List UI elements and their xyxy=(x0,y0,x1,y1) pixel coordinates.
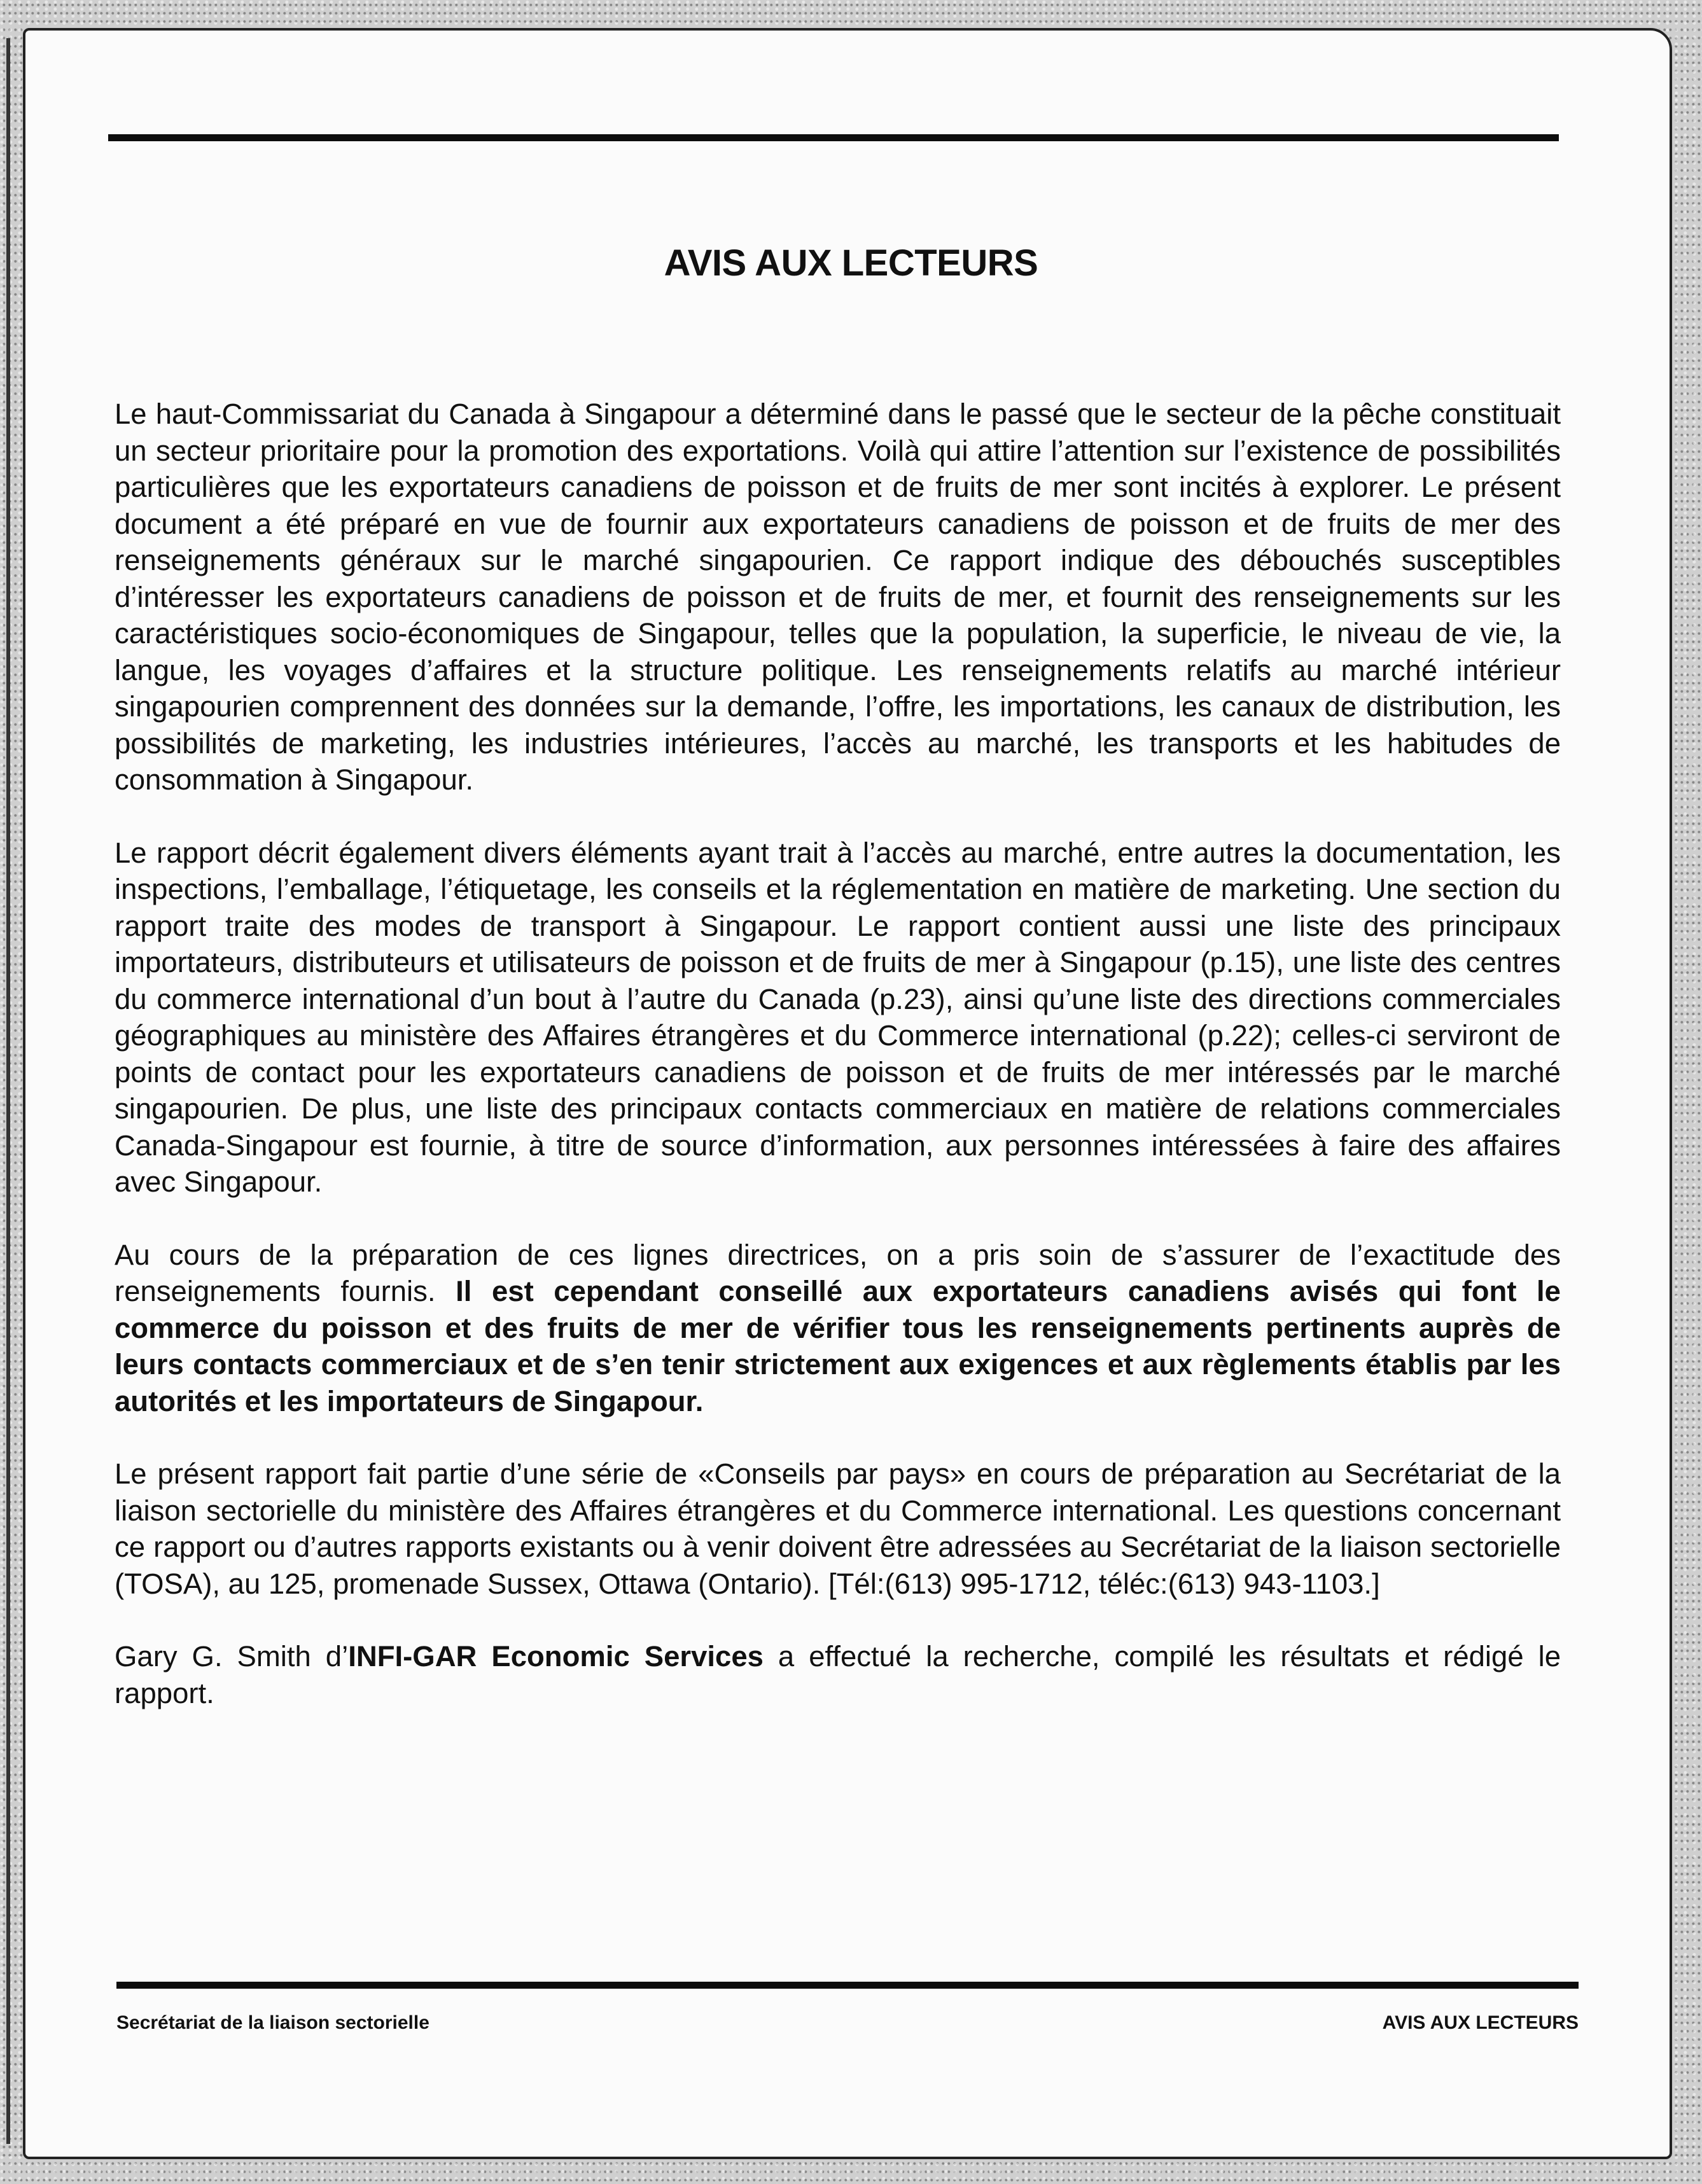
paragraph-series: Le présent rapport fait partie d’une série de «Conseils par pays» en cours de préparation au Secrétariat de la liaison sectorielle du ministère des Affaires étrangères et du Commerce international. Les questions concernant ce rapport ou d’autres rapports existants ou à venir doivent être adressées au Secrétariat de la liaison sectorielle (TOSA), au 125, promenade Sussex, Ottawa (Ontario). [Tél:(613) 995-1712, téléc:(613) 943-1103.] xyxy=(115,1457,1561,1600)
disclaimer-bold-text: Il est cependant conseillé aux exportateurs canadiens avisés qui font le commerce du poisson et des fruits de mer de vérifier tous les renseignements pertinents auprès de leurs contacts commerciaux et de s’en tenir strictement aux exigences et aux règlements établis par les autorités et les importateurs de Singapour. xyxy=(115,1275,1561,1417)
paragraph-contents: Le rapport décrit également divers éléments ayant trait à l’accès au marché, entre autres la documentation, les inspections, l’emballage, l’étiquetage, les conseils et la réglementation en matière de marketing. Une section du rapport traite des modes de transport à Singapour. Le rapport contient aussi une liste des principaux importateurs, distributeurs et utilisateurs de poisson et de fruits de mer à Singapour (p.15), une liste des centres du commerce international d’un bout à l’autre du Canada (p.23), ainsi qu’une liste des directions commerciales géographiques au ministère des Affaires étrangères et du Commerce international (p.22); celles-ci serviront de points de contact pour les exportateurs canadiens de poisson et de fruits de mer intéressés par le marché singapourien. De plus, une liste des principaux contacts commerciaux en matière de relations commerciales Canada-Singapour est fournie, à titre de source d’information, aux personnes intéressées à faire des affaires avec Singapour. xyxy=(115,836,1561,1198)
page-binding-edge xyxy=(6,38,10,2144)
credits-author: Gary G. Smith d’ xyxy=(115,1640,349,1673)
disclaimer-text: Au cours de la préparation de ces lignes directrices, on a pris soin de s’assurer de l’exactitude des renseignements fournis. xyxy=(115,1238,1561,1307)
header-rule xyxy=(108,134,1559,141)
credits-rest: a effectué la recherche, compilé les résultats et rédigé le rapport. xyxy=(115,1640,1561,1709)
footer-department: Secrétariat de la liaison sectorielle xyxy=(116,2012,429,2033)
page-title: AVIS AUX LECTEURS xyxy=(664,242,1038,284)
paragraph-intro: Le haut-Commissariat du Canada à Singapour a déterminé dans le passé que le secteur de la pêche constituait un secteur prioritaire pour la promotion des exportations. Voilà qui attire l’attention sur l’existence de possibilités particulières que les exportateurs canadiens de poisson et de fruits de mer sont incités à explorer. Le présent document a été préparé en vue de fournir aux exportateurs canadiens de poisson et de fruits de mer des renseignements généraux sur le marché singapourien. Ce rapport indique des débouchés susceptibles d’intéresser les exportateurs canadiens de poisson et de fruits de mer, et fournit des renseignements sur les caractéristiques socio-économiques de Singapour, telles que la population, la superficie, le niveau de vie, la langue, les voyages d’affaires et la structure politique. Les renseignements relatifs au marché intérieur singapourien comprennent des données sur la demande, l’offre, les importations, les canaux de distribution, les possibilités de marketing, les industries intérieures, l’accès au marché, les transports et les habitudes de consommation à Singapour. xyxy=(115,398,1561,796)
credits-company: INFI-GAR Economic Services xyxy=(348,1640,764,1673)
footer-section-title: AVIS AUX LECTEURS xyxy=(1382,2012,1579,2033)
paragraph-credits xyxy=(115,1638,1561,1711)
paragraph-disclaimer xyxy=(115,1237,1561,1420)
body-text xyxy=(115,396,1561,1748)
footer-rule xyxy=(116,1982,1579,1989)
